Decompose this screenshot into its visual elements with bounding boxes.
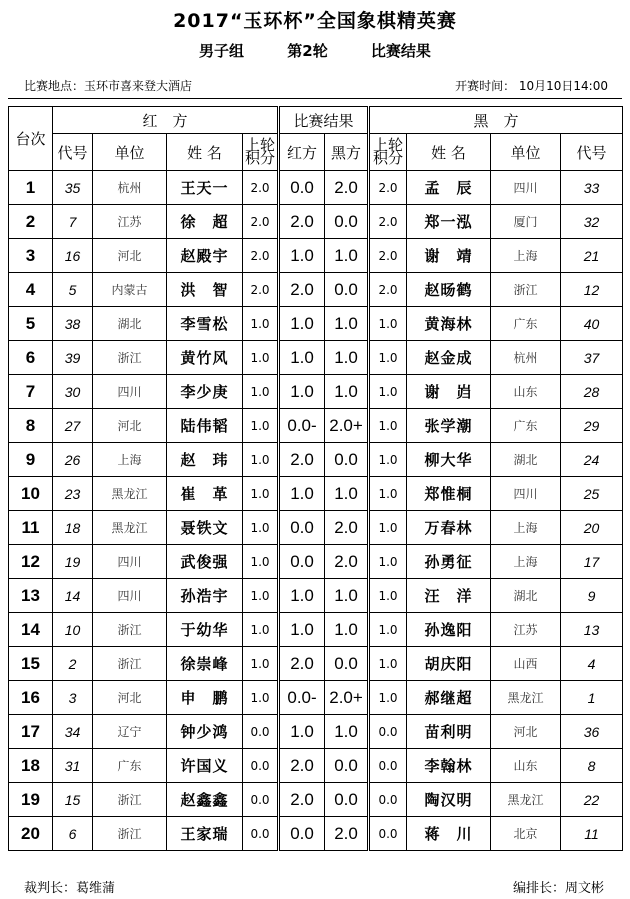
table-row <box>9 171 623 205</box>
board-number: 5 <box>9 307 53 341</box>
board-number: 19 <box>9 783 53 817</box>
black-score: 1.0 <box>325 307 369 341</box>
black-name: 赵旸鹤 <box>407 273 491 307</box>
board-number: 20 <box>9 817 53 851</box>
black-prev-points: 0.0 <box>369 715 407 749</box>
red-prev-points: 1.0 <box>243 681 279 715</box>
red-code: 7 <box>53 205 93 239</box>
red-name-header: 姓 名 <box>167 134 243 171</box>
red-unit: 四川 <box>93 375 167 409</box>
black-code: 28 <box>561 375 623 409</box>
black-score: 0.0 <box>325 783 369 817</box>
black-code: 32 <box>561 205 623 239</box>
red-code: 3 <box>53 681 93 715</box>
red-score: 1.0 <box>279 477 325 511</box>
red-code: 30 <box>53 375 93 409</box>
red-prev-points: 1.0 <box>243 579 279 613</box>
red-side-header: 红 方 <box>53 107 279 134</box>
table-row <box>9 409 623 443</box>
red-unit: 四川 <box>93 579 167 613</box>
red-prev-points: 2.0 <box>243 239 279 273</box>
red-unit: 浙江 <box>93 817 167 851</box>
board-number: 15 <box>9 647 53 681</box>
black-score: 1.0 <box>325 375 369 409</box>
black-score: 0.0 <box>325 647 369 681</box>
black-name: 谢 岿 <box>407 375 491 409</box>
results-table <box>8 106 623 851</box>
board-number: 13 <box>9 579 53 613</box>
black-code: 8 <box>561 749 623 783</box>
red-unit: 黑龙江 <box>93 477 167 511</box>
black-prev-points: 1.0 <box>369 477 407 511</box>
black-name: 蒋 川 <box>407 817 491 851</box>
red-score: 1.0 <box>279 341 325 375</box>
black-unit-header: 单位 <box>491 134 561 171</box>
board-number: 4 <box>9 273 53 307</box>
table-row <box>9 817 623 851</box>
red-name: 陆伟韬 <box>167 409 243 443</box>
black-score: 1.0 <box>325 239 369 273</box>
black-prev-points: 1.0 <box>369 545 407 579</box>
black-score: 0.0 <box>325 749 369 783</box>
red-prev-points: 2.0 <box>243 273 279 307</box>
black-name: 孙勇征 <box>407 545 491 579</box>
black-prev-points: 0.0 <box>369 817 407 851</box>
red-code: 10 <box>53 613 93 647</box>
black-code: 29 <box>561 409 623 443</box>
table-row <box>9 715 623 749</box>
red-code: 15 <box>53 783 93 817</box>
black-unit: 黑龙江 <box>491 783 561 817</box>
black-name: 柳大华 <box>407 443 491 477</box>
black-code: 17 <box>561 545 623 579</box>
board-number: 3 <box>9 239 53 273</box>
table-row <box>9 477 623 511</box>
black-score: 2.0 <box>325 817 369 851</box>
black-prev-points: 2.0 <box>369 239 407 273</box>
red-points-header: 上轮积分 <box>243 134 279 171</box>
black-prev-points: 1.0 <box>369 579 407 613</box>
red-score: 1.0 <box>279 715 325 749</box>
red-unit: 杭州 <box>93 171 167 205</box>
red-score: 0.0 <box>279 511 325 545</box>
board-number: 9 <box>9 443 53 477</box>
black-name: 郑一泓 <box>407 205 491 239</box>
table-row <box>9 783 623 817</box>
red-prev-points: 1.0 <box>243 477 279 511</box>
red-score: 2.0 <box>279 783 325 817</box>
red-code: 39 <box>53 341 93 375</box>
chief-referee-text: 裁判长：葛维蒲 <box>24 881 116 896</box>
red-score: 0.0- <box>279 681 325 715</box>
red-score: 2.0 <box>279 647 325 681</box>
black-name: 李翰林 <box>407 749 491 783</box>
red-code: 38 <box>53 307 93 341</box>
black-prev-points: 1.0 <box>369 511 407 545</box>
black-code: 24 <box>561 443 623 477</box>
table-row <box>9 681 623 715</box>
red-prev-points: 1.0 <box>243 647 279 681</box>
black-score: 1.0 <box>325 579 369 613</box>
red-prev-points: 0.0 <box>243 783 279 817</box>
black-code: 25 <box>561 477 623 511</box>
black-score: 1.0 <box>325 613 369 647</box>
black-unit: 黑龙江 <box>491 681 561 715</box>
black-unit: 上海 <box>491 545 561 579</box>
red-code: 23 <box>53 477 93 511</box>
black-name: 黄海林 <box>407 307 491 341</box>
red-score: 1.0 <box>279 613 325 647</box>
black-unit: 广东 <box>491 307 561 341</box>
red-prev-points: 1.0 <box>243 341 279 375</box>
table-row <box>9 545 623 579</box>
board-number: 6 <box>9 341 53 375</box>
table-row <box>9 239 623 273</box>
black-code: 37 <box>561 341 623 375</box>
black-unit: 浙江 <box>491 273 561 307</box>
black-score: 2.0+ <box>325 681 369 715</box>
red-code: 27 <box>53 409 93 443</box>
board-number: 14 <box>9 613 53 647</box>
red-name: 徐 超 <box>167 205 243 239</box>
red-prev-points: 1.0 <box>243 375 279 409</box>
red-code: 26 <box>53 443 93 477</box>
red-prev-points: 1.0 <box>243 443 279 477</box>
black-points-header: 上轮积分 <box>369 134 407 171</box>
black-unit: 湖北 <box>491 579 561 613</box>
red-code: 31 <box>53 749 93 783</box>
red-score: 1.0 <box>279 239 325 273</box>
red-score: 1.0 <box>279 579 325 613</box>
table-row <box>9 579 623 613</box>
black-code: 36 <box>561 715 623 749</box>
red-name: 孙浩宇 <box>167 579 243 613</box>
black-name: 张学潮 <box>407 409 491 443</box>
arranger-text: 编排长：周文彬 <box>512 881 604 896</box>
red-unit: 浙江 <box>93 783 167 817</box>
black-name: 郝继超 <box>407 681 491 715</box>
black-unit: 杭州 <box>491 341 561 375</box>
black-unit: 江苏 <box>491 613 561 647</box>
red-score: 2.0 <box>279 205 325 239</box>
table-row <box>9 375 623 409</box>
red-score: 0.0 <box>279 545 325 579</box>
black-name: 孟 辰 <box>407 171 491 205</box>
red-name: 徐崇峰 <box>167 647 243 681</box>
black-code: 22 <box>561 783 623 817</box>
red-code: 16 <box>53 239 93 273</box>
table-row <box>9 749 623 783</box>
black-name: 胡庆阳 <box>407 647 491 681</box>
black-score: 2.0 <box>325 171 369 205</box>
red-code: 34 <box>53 715 93 749</box>
board-number: 8 <box>9 409 53 443</box>
table-row <box>9 307 623 341</box>
red-score: 0.0 <box>279 817 325 851</box>
black-prev-points: 2.0 <box>369 273 407 307</box>
red-name: 赵 玮 <box>167 443 243 477</box>
red-unit: 上海 <box>93 443 167 477</box>
board-number: 16 <box>9 681 53 715</box>
red-unit: 广东 <box>93 749 167 783</box>
black-code: 33 <box>561 171 623 205</box>
red-prev-points: 2.0 <box>243 205 279 239</box>
red-prev-points: 0.0 <box>243 749 279 783</box>
red-name: 李少庚 <box>167 375 243 409</box>
red-unit: 黑龙江 <box>93 511 167 545</box>
black-unit: 山西 <box>491 647 561 681</box>
black-unit: 北京 <box>491 817 561 851</box>
red-score: 0.0- <box>279 409 325 443</box>
red-unit: 内蒙古 <box>93 273 167 307</box>
board-number: 12 <box>9 545 53 579</box>
red-unit: 四川 <box>93 545 167 579</box>
red-prev-points: 1.0 <box>243 409 279 443</box>
red-name: 武俊强 <box>167 545 243 579</box>
black-score: 1.0 <box>325 341 369 375</box>
black-code: 9 <box>561 579 623 613</box>
table-row <box>9 511 623 545</box>
red-unit: 浙江 <box>93 647 167 681</box>
red-name: 钟少鸿 <box>167 715 243 749</box>
results-body <box>9 171 623 851</box>
black-code: 12 <box>561 273 623 307</box>
red-score: 1.0 <box>279 307 325 341</box>
table-row <box>9 647 623 681</box>
board-number: 7 <box>9 375 53 409</box>
red-code: 14 <box>53 579 93 613</box>
black-name-header: 姓 名 <box>407 134 491 171</box>
black-side-header: 黑 方 <box>369 107 623 134</box>
page-title: 2017“玉环杯”全国象棋精英赛 <box>173 10 457 32</box>
board-number: 1 <box>9 171 53 205</box>
black-unit: 河北 <box>491 715 561 749</box>
red-name: 黄竹风 <box>167 341 243 375</box>
red-name: 李雪松 <box>167 307 243 341</box>
red-unit: 湖北 <box>93 307 167 341</box>
board-number: 10 <box>9 477 53 511</box>
black-name: 汪 洋 <box>407 579 491 613</box>
black-prev-points: 0.0 <box>369 783 407 817</box>
black-score: 0.0 <box>325 205 369 239</box>
black-prev-points: 2.0 <box>369 171 407 205</box>
red-name: 于幼华 <box>167 613 243 647</box>
red-unit: 浙江 <box>93 613 167 647</box>
red-unit: 江苏 <box>93 205 167 239</box>
red-name: 申 鹏 <box>167 681 243 715</box>
table-row <box>9 273 623 307</box>
red-code: 35 <box>53 171 93 205</box>
black-name: 郑惟桐 <box>407 477 491 511</box>
red-name: 聂铁文 <box>167 511 243 545</box>
table-row <box>9 341 623 375</box>
black-score: 1.0 <box>325 715 369 749</box>
red-name: 许国义 <box>167 749 243 783</box>
black-prev-points: 1.0 <box>369 375 407 409</box>
black-score: 0.0 <box>325 443 369 477</box>
black-unit: 山东 <box>491 749 561 783</box>
black-unit: 广东 <box>491 409 561 443</box>
board-number: 11 <box>9 511 53 545</box>
black-name: 谢 靖 <box>407 239 491 273</box>
black-prev-points: 1.0 <box>369 409 407 443</box>
red-score: 2.0 <box>279 273 325 307</box>
black-name: 苗利明 <box>407 715 491 749</box>
black-code: 20 <box>561 511 623 545</box>
black-prev-points: 1.0 <box>369 443 407 477</box>
black-prev-points: 1.0 <box>369 613 407 647</box>
table-row <box>9 205 623 239</box>
red-name: 赵鑫鑫 <box>167 783 243 817</box>
red-name: 王天一 <box>167 171 243 205</box>
black-code: 1 <box>561 681 623 715</box>
red-code: 6 <box>53 817 93 851</box>
black-score: 0.0 <box>325 273 369 307</box>
red-prev-points: 1.0 <box>243 545 279 579</box>
red-score: 1.0 <box>279 375 325 409</box>
red-score: 2.0 <box>279 443 325 477</box>
board-header: 台次 <box>9 107 53 171</box>
black-unit: 四川 <box>491 171 561 205</box>
red-unit: 辽宁 <box>93 715 167 749</box>
result-header: 比赛结果 <box>279 107 369 134</box>
black-prev-points: 2.0 <box>369 205 407 239</box>
red-score: 0.0 <box>279 171 325 205</box>
black-name: 孙逸阳 <box>407 613 491 647</box>
black-unit: 上海 <box>491 511 561 545</box>
black-result-header: 黑方 <box>325 134 369 171</box>
table-row <box>9 443 623 477</box>
black-code: 13 <box>561 613 623 647</box>
board-number: 17 <box>9 715 53 749</box>
black-unit: 四川 <box>491 477 561 511</box>
page-subtitle: 男子组 第2轮 比赛结果 <box>199 42 431 60</box>
black-code: 21 <box>561 239 623 273</box>
red-code-header: 代号 <box>53 134 93 171</box>
red-unit: 河北 <box>93 681 167 715</box>
red-unit: 浙江 <box>93 341 167 375</box>
black-prev-points: 1.0 <box>369 341 407 375</box>
red-result-header: 红方 <box>279 134 325 171</box>
red-prev-points: 1.0 <box>243 307 279 341</box>
board-number: 18 <box>9 749 53 783</box>
black-unit: 山东 <box>491 375 561 409</box>
header-divider <box>8 98 622 99</box>
red-score: 2.0 <box>279 749 325 783</box>
black-code: 4 <box>561 647 623 681</box>
red-unit: 河北 <box>93 239 167 273</box>
black-unit: 上海 <box>491 239 561 273</box>
black-unit: 厦门 <box>491 205 561 239</box>
black-score: 2.0 <box>325 511 369 545</box>
table-row <box>9 613 623 647</box>
red-unit: 河北 <box>93 409 167 443</box>
red-prev-points: 0.0 <box>243 817 279 851</box>
black-name: 赵金成 <box>407 341 491 375</box>
black-score: 2.0+ <box>325 409 369 443</box>
red-name: 崔 革 <box>167 477 243 511</box>
black-name: 陶汉明 <box>407 783 491 817</box>
black-code: 40 <box>561 307 623 341</box>
red-name: 赵殿宇 <box>167 239 243 273</box>
black-code-header: 代号 <box>561 134 623 171</box>
venue-text: 比赛地点：玉环市喜来登大酒店 <box>24 79 193 93</box>
black-name: 万春林 <box>407 511 491 545</box>
black-score: 1.0 <box>325 477 369 511</box>
black-prev-points: 1.0 <box>369 307 407 341</box>
red-prev-points: 1.0 <box>243 511 279 545</box>
black-prev-points: 1.0 <box>369 647 407 681</box>
board-number: 2 <box>9 205 53 239</box>
black-prev-points: 1.0 <box>369 681 407 715</box>
black-prev-points: 0.0 <box>369 749 407 783</box>
red-name: 洪 智 <box>167 273 243 307</box>
red-code: 2 <box>53 647 93 681</box>
red-prev-points: 2.0 <box>243 171 279 205</box>
red-prev-points: 0.0 <box>243 715 279 749</box>
start-time-text: 开赛时间： 10月10日14:00 <box>455 79 608 93</box>
black-unit: 湖北 <box>491 443 561 477</box>
red-code: 18 <box>53 511 93 545</box>
black-score: 2.0 <box>325 545 369 579</box>
red-unit-header: 单位 <box>93 134 167 171</box>
black-code: 11 <box>561 817 623 851</box>
red-code: 19 <box>53 545 93 579</box>
red-prev-points: 1.0 <box>243 613 279 647</box>
red-code: 5 <box>53 273 93 307</box>
red-name: 王家瑞 <box>167 817 243 851</box>
